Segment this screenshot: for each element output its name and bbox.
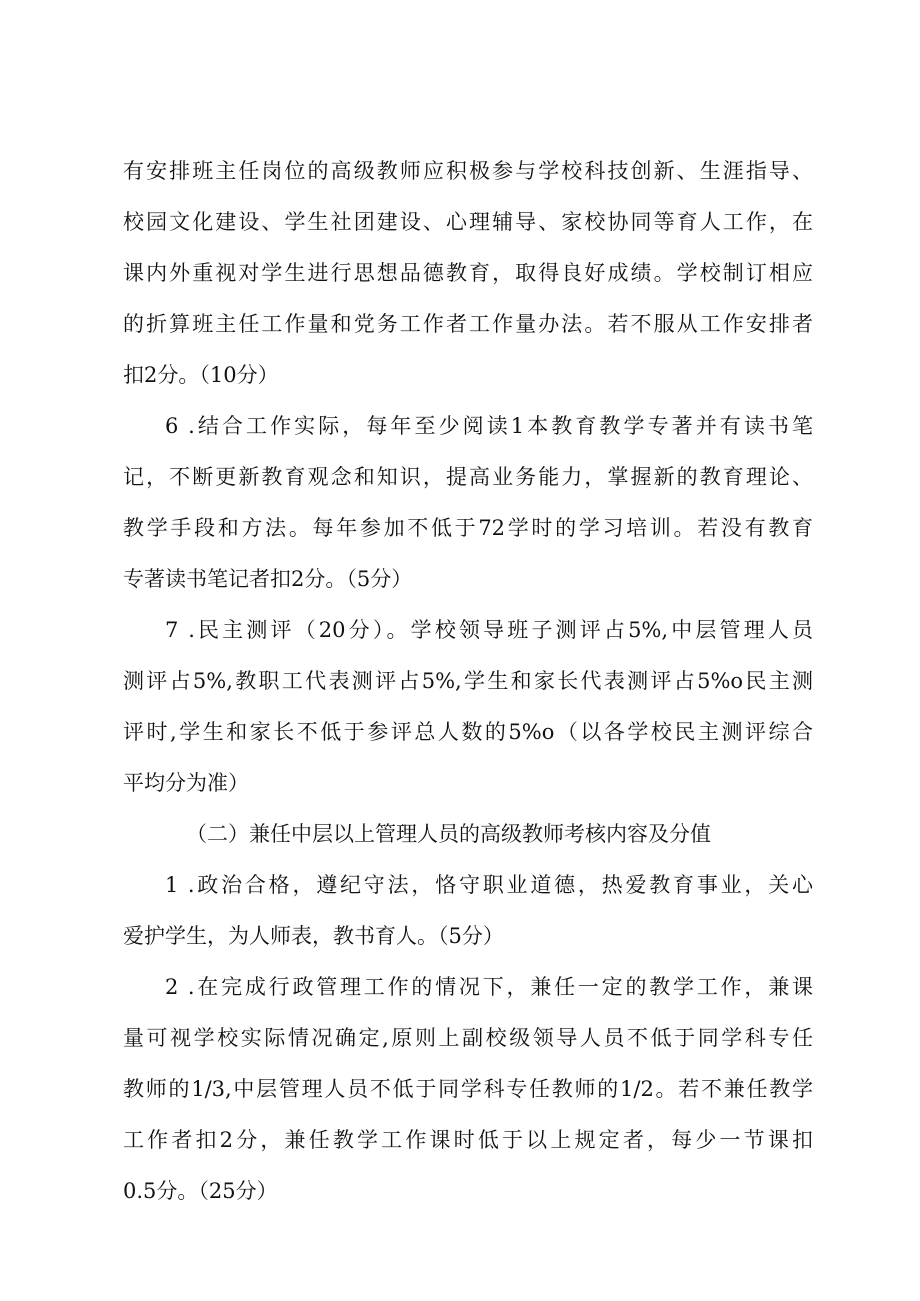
- paragraph-line: 专著读书笔记者扣2分。（5分）: [123, 567, 413, 591]
- paragraph-line: 评时,学生和家长不低于参评总人数的5%o（以各学校民主测评综合: [123, 720, 813, 744]
- paragraph-line: 校园文化建设、学生社团建设、心理辅导、家校协同等育人工作，在: [123, 210, 813, 234]
- item-6-line: 6 .结合工作实际，每年至少阅读1本教育教学专著并有读书笔: [165, 414, 813, 438]
- paragraph-line: 爱护学生，为人师表，教书育人。（5分）: [123, 924, 504, 948]
- paragraph-line: 课内外重视对学生进行思想品德教育，取得良好成绩。学校制订相应: [123, 261, 813, 285]
- paragraph-line: 的折算班主任工作量和党务工作者工作量办法。若不服从工作安排者: [123, 312, 813, 336]
- paragraph-line: 测评占5%,教职工代表测评占5%,学生和家长代表测评占5%o民主测: [123, 669, 813, 693]
- paragraph-line: 有安排班主任岗位的高级教师应积极参与学校科技创新、生涯指导、: [123, 159, 813, 183]
- paragraph-line: 扣2分。（10分）: [123, 363, 279, 387]
- paragraph-line: 记，不断更新教育观念和知识，提高业务能力，掌握新的教育理论、: [123, 465, 813, 489]
- paragraph-line: 教师的1/3,中层管理人员不低于同学科专任教师的1/2。若不兼任教学: [123, 1077, 813, 1101]
- paragraph-line: 平均分为准）: [123, 771, 249, 795]
- paragraph-line: 量可视学校实际情况确定,原则上副校级领导人员不低于同学科专任: [123, 1026, 813, 1050]
- item-2-line: 2 .在完成行政管理工作的情况下，兼任一定的教学工作，兼课: [165, 975, 813, 999]
- paragraph-line: 0.5分。（25分）: [123, 1179, 278, 1203]
- paragraph-line: 教学手段和方法。每年参加不低于72学时的学习培训。若没有教育: [123, 516, 813, 540]
- document-body: [123, 146, 813, 1217]
- item-1-line: 1 .政治合格，遵纪守法，恪守职业道德，热爱教育事业，关心: [165, 873, 813, 897]
- item-7-line: 7 .民主测评（20分）。学校领导班子测评占5%,中层管理人员: [165, 618, 813, 642]
- section-heading: （二）兼任中层以上管理人员的高级教师考核内容及分值: [186, 822, 711, 846]
- paragraph-line: 工作者扣2分，兼任教学工作课时低于以上规定者，每少一节课扣: [123, 1128, 813, 1152]
